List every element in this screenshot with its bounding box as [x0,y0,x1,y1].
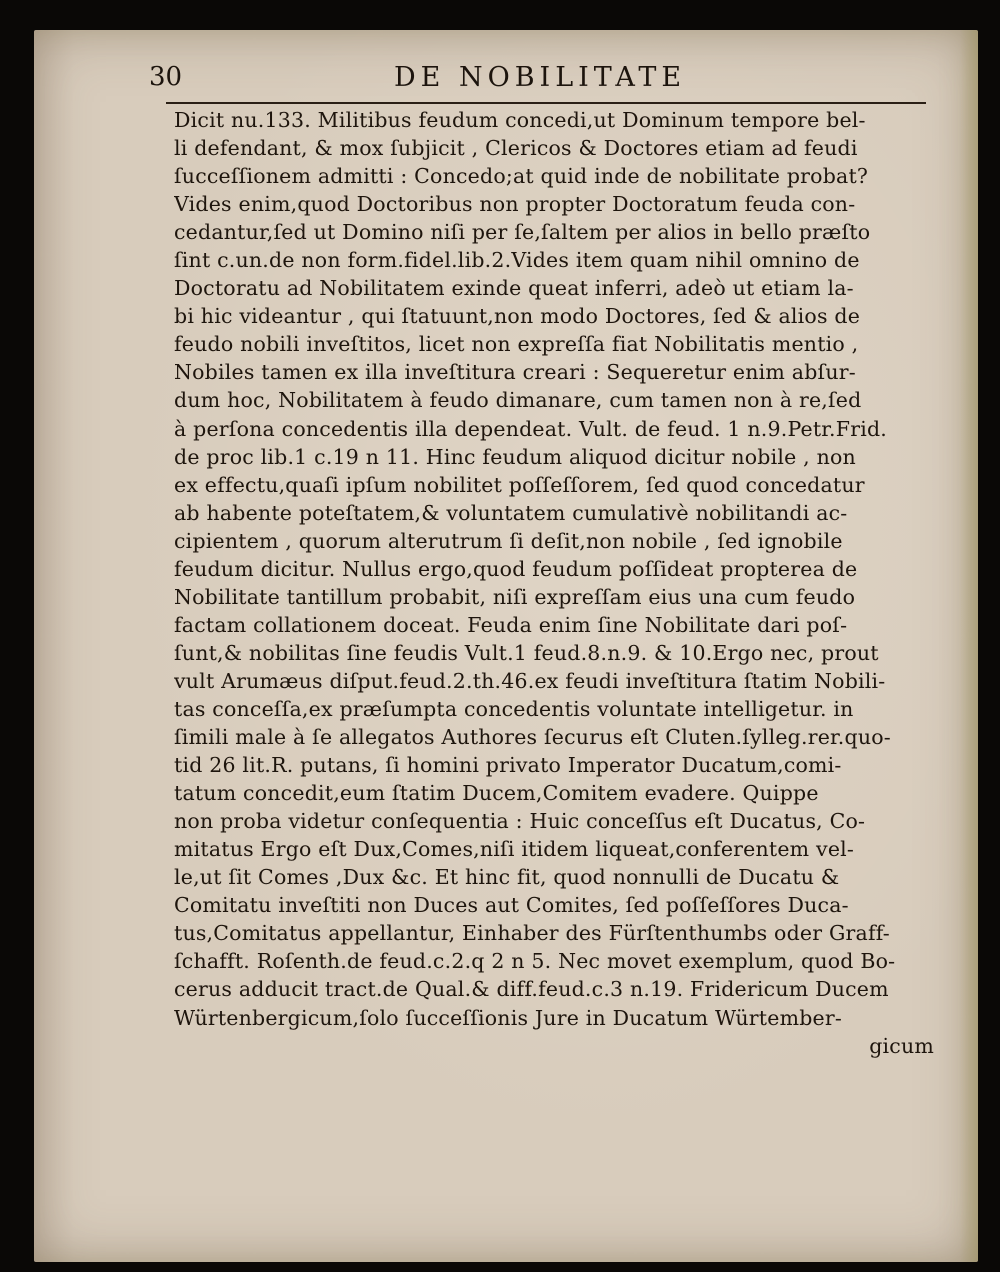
text-line: le,ut ſit Comes ,Dux &c. Et hinc fit, quod nonnulli de Ducatu & [174,865,840,890]
text-line: ab habente poteſtatem,& voluntatem cumulativè nobilitandi ac- [174,500,848,525]
text-line: de proc lib.1 c.19 n 11. Hinc feudum aliquod dicitur nobile , non [174,444,856,469]
text-line: ſint c.un.de non form.fidel.lib.2.Vides item quam nihil omnino de [174,248,860,273]
running-head: DE NOBILITATE [394,62,687,93]
text-line: Doctoratu ad Nobilitatem exinde queat inferri, adeò ut etiam la- [174,276,854,301]
text-line: tas conceſſa,ex præſumpta concedentis voluntate intelligetur. in [174,696,854,721]
text-line: cedantur,ſed ut Domino niſi per ſe,ſaltem per alios in bello præſto [174,220,871,245]
text-line: ſunt,& nobilitas ſine feudis Vult.1 feud.8.n.9. & 10.Ergo nec, prout [174,640,879,665]
page-number: 30 [149,62,183,92]
text-line: mitatus Ergo eſt Dux,Comes,niſi itidem liqueat,conferentem vel- [174,837,855,862]
book-page [34,30,978,1262]
text-line: ſchafft. Roſenth.de feud.c.2.q 2 n 5. Nec movet exemplum, quod Bo- [174,949,896,974]
text-line: Dicit nu.133. Militibus feudum concedi,ut Dominum tempore bel- [174,108,866,132]
text-line: ſucceſſionem admitti : Concedo;at quid inde de nobilitate probat? [174,164,869,189]
text-line: ex effectu,quaſi ipſum nobilitet poſſeſſorem, ſed quod concedatur [174,472,865,497]
text-line: Nobiles tamen ex illa inveſtitura creari : Sequeretur enim abſur- [174,360,856,385]
text-line: tatum concedit,eum ſtatim Ducem,Comitem evadere. Quippe [174,781,819,806]
text-line: dum hoc, Nobilitatem à feudo dimanare, cum tamen non à re,ſed [174,388,862,413]
page-edge-shadow [960,30,978,1262]
text-line: cipientem , quorum alterutrum ſi deſit,non nobile , ſed ignobile [174,528,843,553]
body-text [174,106,934,1060]
text-line: vult Arumæus diſput.feud.2.th.46.ex feudi inveſtitura ſtatim Nobili- [174,668,886,693]
text-line: Nobilitate tantillum probabit, niſi expreſſam eius una cum feudo [174,584,856,609]
text-line: feudum dicitur. Nullus ergo,quod feudum poſſideat propterea de [174,556,858,581]
text-line: Vides enim,quod Doctoribus non propter Doctoratum feuda con- [174,192,856,217]
text-line: bi hic videantur , qui ſtatuunt,non modo Doctores, ſed & alios de [174,304,861,329]
text-line: à perſona concedentis illa dependeat. Vult. de feud. 1 n.9.Petr.Frid. [174,416,887,441]
text-line: li defendant, & mox ſubjicit , Clericos & Doctores etiam ad feudi [174,136,858,161]
text-line: tid 26 lit.R. putans, ſi homini privato Imperator Ducatum,comi- [174,753,842,778]
text-line: factam collationem doceat. Feuda enim ſine Nobilitate dari poſ- [174,612,848,637]
text-line: Würtenbergicum,ſolo ſucceſſionis Jure in Ducatum Würtember- [174,1005,842,1030]
catchword: gicum [869,1033,934,1058]
text-line: feudo nobili inveſtitos, licet non expreſſa fiat Nobilitatis mentio , [174,332,859,357]
text-line: ſimili male à ſe allegatos Authores ſecurus eſt Cluten.ſylleg.rer.quo- [174,725,891,750]
text-line: cerus adducit tract.de Qual.& diff.feud.c.3 n.19. Fridericum Ducem [174,977,889,1002]
header-rule [166,102,926,104]
text-line: tus,Comitatus appellantur, Einhaber des Fürſtenthumbs oder Graff- [174,921,890,946]
text-line: Comitatu inveſtiti non Duces aut Comites, ſed poſſeſſores Duca- [174,893,849,918]
text-line: non proba videtur conſequentia : Huic conceſſus eſt Ducatus, Co- [174,809,866,834]
